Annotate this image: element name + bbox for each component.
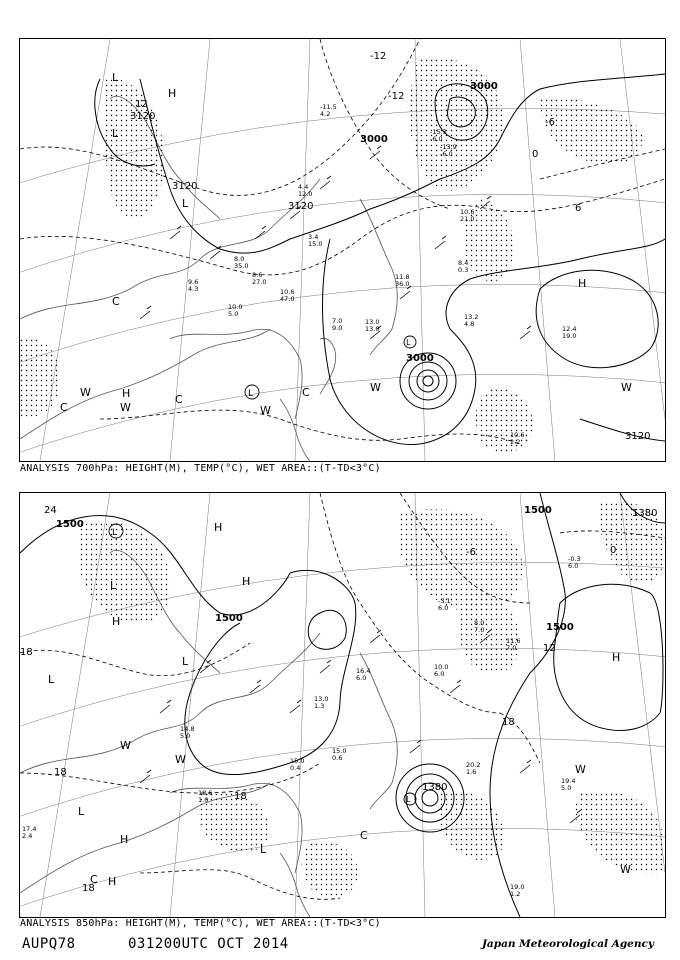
station-temp: 19.4	[561, 777, 576, 785]
station-dewpoint: 5.0	[228, 310, 239, 318]
station-temp: 10.6	[280, 288, 295, 296]
station-temp: 7.0	[332, 317, 343, 325]
agency-name: Japan Meteorological Agency	[481, 938, 654, 950]
warm-marker: W	[575, 763, 586, 776]
station-temp: 13.0	[314, 695, 329, 703]
low-marker-circled: L	[112, 528, 118, 538]
high-marker: H	[214, 521, 223, 534]
station-dewpoint: -6.0	[440, 150, 453, 158]
height-label: 3000	[360, 134, 388, 145]
chart-footer	[0, 934, 680, 956]
station-dewpoint: 1.2	[510, 890, 521, 898]
station-dewpoint: 36.0	[395, 280, 410, 288]
warm-marker: W	[120, 401, 131, 414]
low-marker-circled: L	[406, 795, 411, 804]
station-dewpoint: 6.0	[438, 604, 449, 612]
isotherm-label: 0	[532, 149, 539, 160]
map-panel-850hpa	[19, 492, 666, 918]
cold-marker: C	[360, 829, 368, 842]
station-dewpoint: 21.0	[460, 215, 475, 223]
high-marker: H	[578, 277, 587, 290]
map-850hpa	[20, 493, 665, 917]
station-temp: 13.2	[464, 313, 479, 321]
height-label: 3000	[470, 81, 498, 92]
station-dewpoint: 15.0	[308, 240, 323, 248]
high-marker: H	[120, 833, 129, 846]
height-label: 3120	[288, 201, 314, 212]
station-temp: 10.6	[460, 208, 475, 216]
station-temp: 16.4	[356, 667, 371, 675]
warm-marker: W	[120, 739, 131, 752]
station-temp: 12.4	[562, 325, 577, 333]
station-dewpoint: 5.0	[180, 732, 191, 740]
isotherm-label: -6	[545, 117, 555, 128]
station-dewpoint: 0.4	[290, 764, 301, 772]
isotherm-label: 18	[502, 717, 515, 728]
station-temp: 8.4	[458, 259, 469, 267]
station-temp: 8.6	[252, 271, 263, 279]
isotherm-label: -12	[388, 91, 405, 102]
station-temp: 14.8	[180, 725, 195, 733]
isotherm-label: 18	[234, 791, 247, 802]
station-temp: 9.6	[188, 278, 199, 286]
height-label: 3120	[130, 111, 156, 122]
station-dewpoint: 1.0	[198, 796, 209, 804]
isotherm-label: 18	[54, 767, 67, 778]
low-marker: L	[110, 579, 117, 592]
height-label: 3120	[625, 431, 651, 442]
station-temp: 10.6	[510, 431, 525, 439]
station-dewpoint: 7.0	[506, 644, 517, 652]
low-marker: L	[112, 127, 119, 140]
station-dewpoint: 6.0	[434, 670, 445, 678]
low-marker: L	[48, 673, 55, 686]
station-dewpoint: -6.0	[430, 135, 443, 143]
warm-marker: W	[260, 404, 271, 417]
warm-marker: W	[620, 863, 631, 876]
station-dewpoint: 27.0	[252, 278, 267, 286]
station-dewpoint: 1.3	[314, 702, 325, 710]
height-label: 1500	[56, 519, 84, 530]
map-700hpa	[20, 39, 665, 461]
station-temp: 3.4	[308, 233, 319, 241]
low-marker-circled: L	[406, 338, 411, 347]
height-label: 3120	[172, 181, 198, 192]
high-marker: H	[112, 615, 121, 628]
high-marker: H	[108, 875, 117, 888]
station-temp: 17.4	[22, 825, 37, 833]
station-dewpoint: 4.8	[464, 320, 475, 328]
station-temp: -0.3	[568, 555, 581, 563]
isotherm-label: 0	[610, 545, 617, 556]
station-dewpoint: 4.3	[188, 285, 199, 293]
high-marker: H	[242, 575, 251, 588]
station-dewpoint: 2.4	[22, 832, 33, 840]
station-dewpoint: 5.0	[561, 784, 572, 792]
station-dewpoint: 35.0	[234, 262, 249, 270]
station-temp: 18.6	[198, 789, 213, 797]
cold-marker: C	[60, 401, 68, 414]
high-marker: H	[168, 87, 177, 100]
station-dewpoint: 0.6	[332, 754, 343, 762]
height-label: 1500	[524, 505, 552, 516]
station-temp: -13.9	[440, 143, 457, 151]
station-temp: 15.0	[290, 757, 305, 765]
station-temp: 11.8	[395, 273, 410, 281]
station-temp: -3.1	[438, 597, 451, 605]
high-marker: H	[612, 651, 621, 664]
station-temp: 20.2	[466, 761, 481, 769]
height-label: 1380	[632, 508, 658, 519]
station-dewpoint: 4.2	[320, 110, 331, 118]
coastlines	[20, 96, 397, 461]
cold-marker: C	[90, 873, 98, 886]
station-dewpoint: 7.0	[474, 626, 485, 634]
station-temp: -15.3	[430, 128, 447, 136]
isotherm-label: 24	[44, 505, 57, 516]
station-temp: 19.0	[510, 883, 525, 891]
valid-time: 031200UTC OCT 2014	[128, 936, 289, 952]
station-dewpoint: 0.3	[458, 266, 469, 274]
station-temp: 10.0	[434, 663, 449, 671]
high-marker: H	[122, 387, 131, 400]
station-dewpoint: 13.0	[365, 325, 380, 333]
cold-marker: C	[302, 386, 310, 399]
station-dewpoint: 19.0	[562, 332, 577, 340]
low-marker: L	[182, 655, 189, 668]
warm-marker: W	[80, 386, 91, 399]
station-temp: 8.0	[474, 619, 485, 627]
station-temp: 11.6	[506, 637, 521, 645]
station-temp: -11.5	[320, 103, 337, 111]
panel-caption-850hpa: ANALYSIS 850hPa: HEIGHT(M), TEMP(°C), WET AREA::(T-TD<3°C)	[20, 918, 381, 929]
height-label: 3000	[406, 353, 434, 364]
station-dewpoint: 12.0	[298, 190, 313, 198]
isotherm-label: -12	[370, 51, 387, 62]
chart-id: AUPQ78	[22, 936, 76, 952]
station-dewpoint: 2.2	[510, 438, 521, 446]
low-marker: L	[112, 71, 119, 84]
cold-marker: C	[175, 393, 183, 406]
station-dewpoint: 6.0	[568, 562, 579, 570]
low-marker-circled: L	[248, 389, 254, 399]
height-label: 1380	[422, 782, 448, 793]
station-dewpoint: 47.0	[280, 295, 295, 303]
height-label: 12	[135, 99, 148, 110]
warm-marker: W	[621, 381, 632, 394]
map-panel-700hpa	[19, 38, 666, 462]
station-temp: 8.0	[234, 255, 245, 263]
height-label: 1500	[546, 622, 574, 633]
station-temp: 15.0	[332, 747, 347, 755]
height-label: 1500	[215, 613, 243, 624]
isotherm-label: 12	[543, 643, 556, 654]
low-marker: L	[182, 197, 189, 210]
station-temp: 10.0	[228, 303, 243, 311]
station-dewpoint: 1.6	[466, 768, 477, 776]
low-marker: L	[260, 843, 267, 856]
station-temp: 13.0	[365, 318, 380, 326]
low-marker: L	[78, 805, 85, 818]
station-dewpoint: 6.0	[356, 674, 367, 682]
cold-marker: C	[112, 295, 120, 308]
station-temp: 4.4	[298, 183, 309, 191]
isotherm-label: -6	[466, 547, 476, 558]
warm-marker: W	[370, 381, 381, 394]
warm-marker: W	[175, 753, 186, 766]
station-dewpoint: 9.0	[332, 324, 343, 332]
isotherm-label: 6	[575, 203, 582, 214]
panel-caption-700hpa: ANALYSIS 700hPa: HEIGHT(M), TEMP(°C), WET AREA::(T-TD<3°C)	[20, 463, 381, 474]
isotherm-label: 18	[82, 883, 95, 894]
isotherm-label: 18	[20, 647, 33, 658]
